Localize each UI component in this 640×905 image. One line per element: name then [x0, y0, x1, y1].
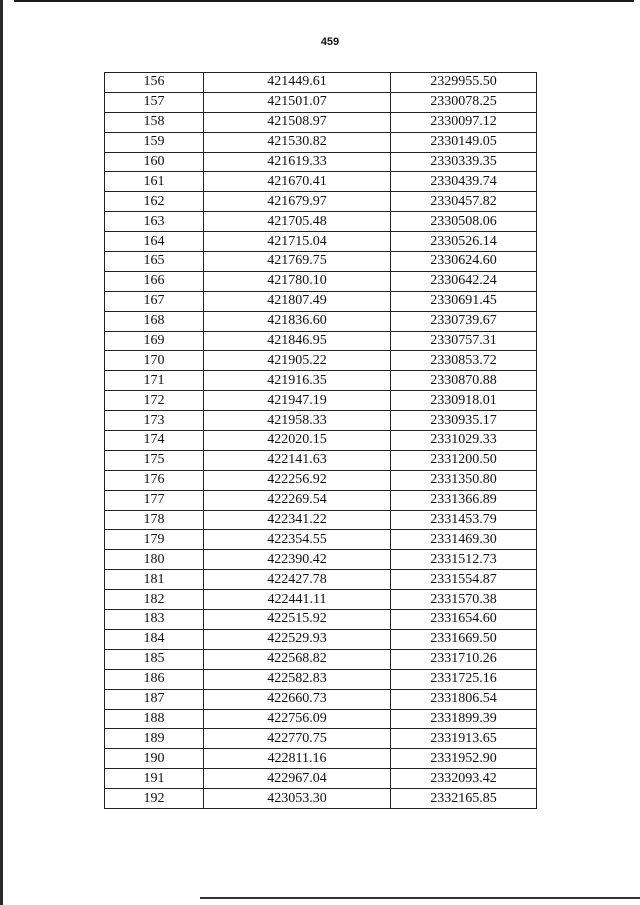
point-number-cell: 173: [105, 411, 204, 431]
y-coordinate-cell: 2331469.30: [391, 530, 537, 550]
x-coordinate-cell: 421947.19: [204, 391, 391, 411]
y-coordinate-cell: 2330739.67: [391, 311, 537, 331]
x-coordinate-cell: 421705.48: [204, 212, 391, 232]
y-coordinate-cell: 2330339.35: [391, 152, 537, 172]
x-coordinate-cell: 422967.04: [204, 769, 391, 789]
x-coordinate-cell: 422390.42: [204, 550, 391, 570]
y-coordinate-cell: 2330078.25: [391, 92, 537, 112]
table-row: [105, 252, 537, 272]
point-number-cell: 185: [105, 649, 204, 669]
x-coordinate-cell: 421670.41: [204, 172, 391, 192]
x-coordinate-cell: 421780.10: [204, 271, 391, 291]
table-row: [105, 610, 537, 630]
x-coordinate-cell: 422427.78: [204, 570, 391, 590]
point-number-cell: 158: [105, 112, 204, 132]
point-number-cell: 157: [105, 92, 204, 112]
point-number-cell: 175: [105, 450, 204, 470]
point-number-cell: 184: [105, 629, 204, 649]
x-coordinate-cell: 422141.63: [204, 450, 391, 470]
point-number-cell: 169: [105, 331, 204, 351]
table-row: [105, 550, 537, 570]
point-number-cell: 170: [105, 351, 204, 371]
table-row: [105, 510, 537, 530]
table-row: [105, 92, 537, 112]
x-coordinate-cell: 421846.95: [204, 331, 391, 351]
y-coordinate-cell: 2330918.01: [391, 391, 537, 411]
x-coordinate-cell: 421769.75: [204, 252, 391, 272]
table-row: [105, 669, 537, 689]
table-row: [105, 411, 537, 431]
x-coordinate-cell: 421916.35: [204, 371, 391, 391]
table-row: [105, 311, 537, 331]
x-coordinate-cell: 421679.97: [204, 192, 391, 212]
point-number-cell: 160: [105, 152, 204, 172]
page-number: 459: [320, 36, 340, 48]
table-row: [105, 391, 537, 411]
x-coordinate-cell: 421958.33: [204, 411, 391, 431]
y-coordinate-cell: 2331200.50: [391, 450, 537, 470]
y-coordinate-cell: 2330935.17: [391, 411, 537, 431]
table-row: [105, 192, 537, 212]
point-number-cell: 181: [105, 570, 204, 590]
point-number-cell: 162: [105, 192, 204, 212]
table-row: [105, 212, 537, 232]
point-number-cell: 166: [105, 271, 204, 291]
x-coordinate-cell: 422020.15: [204, 431, 391, 451]
y-coordinate-cell: 2330508.06: [391, 212, 537, 232]
y-coordinate-cell: 2331654.60: [391, 610, 537, 630]
table-row: [105, 590, 537, 610]
y-coordinate-cell: 2330149.05: [391, 132, 537, 152]
scan-edge-top: [14, 0, 634, 2]
scan-edge-left: [0, 0, 3, 905]
y-coordinate-cell: 2330870.88: [391, 371, 537, 391]
table-row: [105, 470, 537, 490]
table-row: [105, 450, 537, 470]
y-coordinate-cell: 2330097.12: [391, 112, 537, 132]
table-row: [105, 73, 537, 93]
y-coordinate-cell: 2331806.54: [391, 689, 537, 709]
table-row: [105, 629, 537, 649]
y-coordinate-cell: 2331366.89: [391, 490, 537, 510]
y-coordinate-cell: 2331710.26: [391, 649, 537, 669]
coordinate-table: [104, 72, 537, 809]
y-coordinate-cell: 2331899.39: [391, 709, 537, 729]
point-number-cell: 192: [105, 789, 204, 809]
point-number-cell: 187: [105, 689, 204, 709]
scan-edge-bottom: [200, 897, 640, 899]
point-number-cell: 189: [105, 729, 204, 749]
point-number-cell: 171: [105, 371, 204, 391]
x-coordinate-cell: 421905.22: [204, 351, 391, 371]
table-row: [105, 530, 537, 550]
x-coordinate-cell: 422756.09: [204, 709, 391, 729]
table-row: [105, 371, 537, 391]
y-coordinate-cell: 2329955.50: [391, 73, 537, 93]
x-coordinate-cell: 422341.22: [204, 510, 391, 530]
point-number-cell: 179: [105, 530, 204, 550]
y-coordinate-cell: 2331669.50: [391, 629, 537, 649]
x-coordinate-cell: 422441.11: [204, 590, 391, 610]
y-coordinate-cell: 2331952.90: [391, 749, 537, 769]
table-row: [105, 709, 537, 729]
y-coordinate-cell: 2331029.33: [391, 431, 537, 451]
x-coordinate-cell: 421530.82: [204, 132, 391, 152]
table-row: [105, 232, 537, 252]
table-row: [105, 789, 537, 809]
table-row: [105, 112, 537, 132]
y-coordinate-cell: 2330691.45: [391, 291, 537, 311]
x-coordinate-cell: 422354.55: [204, 530, 391, 550]
y-coordinate-cell: 2331350.80: [391, 470, 537, 490]
point-number-cell: 161: [105, 172, 204, 192]
table-row: [105, 132, 537, 152]
point-number-cell: 188: [105, 709, 204, 729]
table-row: [105, 331, 537, 351]
point-number-cell: 186: [105, 669, 204, 689]
x-coordinate-cell: 421619.33: [204, 152, 391, 172]
y-coordinate-cell: 2331725.16: [391, 669, 537, 689]
x-coordinate-cell: 421715.04: [204, 232, 391, 252]
table-row: [105, 729, 537, 749]
point-number-cell: 176: [105, 470, 204, 490]
point-number-cell: 178: [105, 510, 204, 530]
point-number-cell: 191: [105, 769, 204, 789]
point-number-cell: 164: [105, 232, 204, 252]
y-coordinate-cell: 2331512.73: [391, 550, 537, 570]
y-coordinate-cell: 2330457.82: [391, 192, 537, 212]
y-coordinate-cell: 2330642.24: [391, 271, 537, 291]
y-coordinate-cell: 2330757.31: [391, 331, 537, 351]
x-coordinate-cell: 421508.97: [204, 112, 391, 132]
table-row: [105, 570, 537, 590]
point-number-cell: 159: [105, 132, 204, 152]
x-coordinate-cell: 422568.82: [204, 649, 391, 669]
x-coordinate-cell: 422256.92: [204, 470, 391, 490]
table-row: [105, 490, 537, 510]
table-row: [105, 351, 537, 371]
point-number-cell: 167: [105, 291, 204, 311]
y-coordinate-cell: 2331554.87: [391, 570, 537, 590]
y-coordinate-cell: 2332165.85: [391, 789, 537, 809]
table-row: [105, 172, 537, 192]
point-number-cell: 183: [105, 610, 204, 630]
y-coordinate-cell: 2330526.14: [391, 232, 537, 252]
x-coordinate-cell: 422582.83: [204, 669, 391, 689]
table-row: [105, 749, 537, 769]
y-coordinate-cell: 2330853.72: [391, 351, 537, 371]
point-number-cell: 165: [105, 252, 204, 272]
point-number-cell: 182: [105, 590, 204, 610]
x-coordinate-cell: 421449.61: [204, 73, 391, 93]
table-row: [105, 649, 537, 669]
y-coordinate-cell: 2331453.79: [391, 510, 537, 530]
point-number-cell: 172: [105, 391, 204, 411]
point-number-cell: 163: [105, 212, 204, 232]
coordinate-table-body: [105, 73, 537, 809]
x-coordinate-cell: 422529.93: [204, 629, 391, 649]
point-number-cell: 168: [105, 311, 204, 331]
table-row: [105, 769, 537, 789]
y-coordinate-cell: 2331570.38: [391, 590, 537, 610]
x-coordinate-cell: 422269.54: [204, 490, 391, 510]
y-coordinate-cell: 2330624.60: [391, 252, 537, 272]
x-coordinate-cell: 422811.16: [204, 749, 391, 769]
point-number-cell: 190: [105, 749, 204, 769]
table-row: [105, 271, 537, 291]
table-row: [105, 291, 537, 311]
x-coordinate-cell: 422515.92: [204, 610, 391, 630]
y-coordinate-cell: 2332093.42: [391, 769, 537, 789]
point-number-cell: 180: [105, 550, 204, 570]
x-coordinate-cell: 422770.75: [204, 729, 391, 749]
table-row: [105, 689, 537, 709]
point-number-cell: 174: [105, 431, 204, 451]
x-coordinate-cell: 421501.07: [204, 92, 391, 112]
table-row: [105, 431, 537, 451]
point-number-cell: 177: [105, 490, 204, 510]
x-coordinate-cell: 421836.60: [204, 311, 391, 331]
y-coordinate-cell: 2331913.65: [391, 729, 537, 749]
table-row: [105, 152, 537, 172]
y-coordinate-cell: 2330439.74: [391, 172, 537, 192]
point-number-cell: 156: [105, 73, 204, 93]
x-coordinate-cell: 423053.30: [204, 789, 391, 809]
x-coordinate-cell: 421807.49: [204, 291, 391, 311]
x-coordinate-cell: 422660.73: [204, 689, 391, 709]
